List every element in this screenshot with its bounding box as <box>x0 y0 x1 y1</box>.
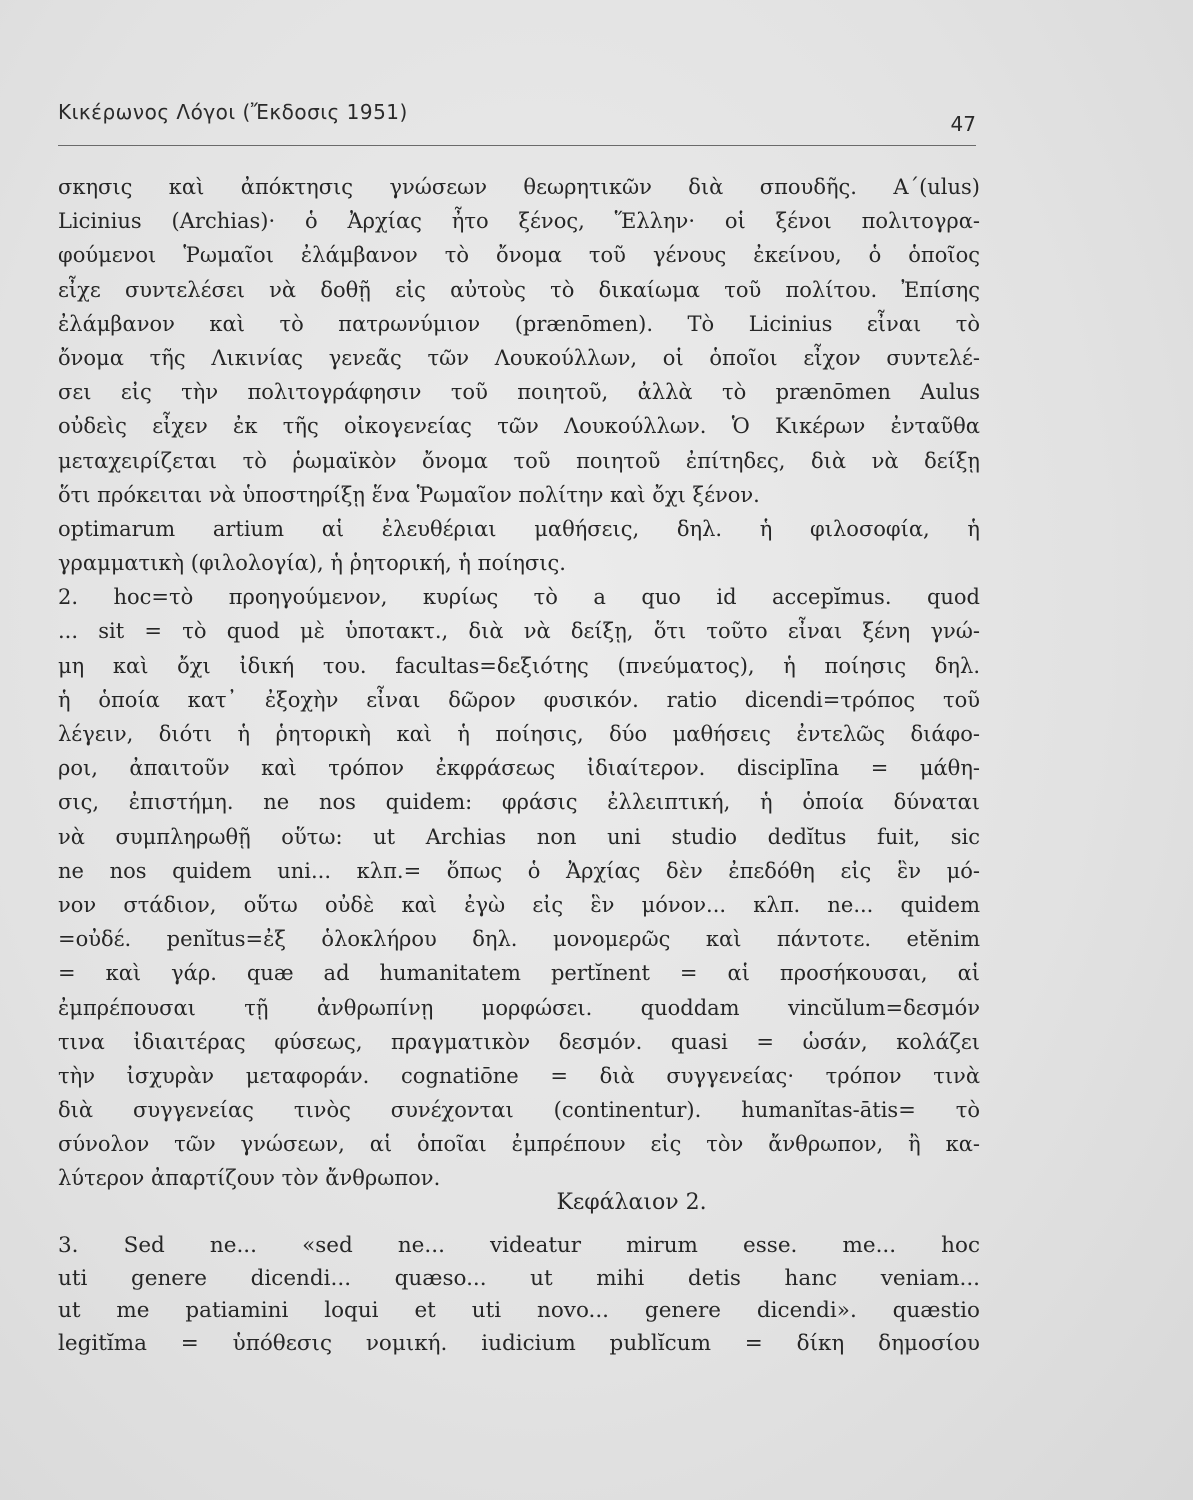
text-line: ἐμπρέπουσαι τῇ ἀνθρωπίνῃ μορφώσει. quoddam vincŭlum=δεσμόν <box>58 995 980 1020</box>
commentary-text <box>58 170 980 1196</box>
text-line: σκησις καὶ ἀπόκτησις γνώσεων θεωρητικῶν διὰ σπουδῆς. A΄(ulus) <box>58 175 980 199</box>
text-line: νὰ συμπληρωθῇ οὕτω: ut Archias non uni studio dedĭtus fuit, sic <box>58 824 980 849</box>
chapter-text <box>58 1230 980 1360</box>
text-line: λύτερον ἀπαρτίζουν τὸν ἄνθρωπον. <box>58 1166 441 1191</box>
text-line: φούμενοι Ῥωμαῖοι ἐλάμβανον τὸ ὄνομα τοῦ γένους ἐκείνου, ὁ ὁποῖος <box>58 243 980 268</box>
text-line: ὅτι πρόκειται νὰ ὑποστηρίξῃ ἕνα Ῥωμαῖον πολίτην καὶ ὄχι ξένον. <box>58 482 760 507</box>
text-line: = καὶ γάρ. quæ ad humanitatem pertĭnent = αἱ προσήκουσαι, αἱ <box>58 961 980 986</box>
text-line: λέγειν, διότι ἡ ῥητορικὴ καὶ ἡ ποίησις, δύο μαθήσεις ἐντελῶς διάφο- <box>58 722 980 746</box>
text-line: σει εἰς τὴν πολιτογράφησιν τοῦ ποιητοῦ, ἀλλὰ τὸ prænōmen Aulus <box>58 380 980 405</box>
text-line: uti genere dicendi... quæso... ut mihi detis hanc veniam... <box>58 1265 980 1291</box>
text-line: τινα ἰδιαιτέρας φύσεως, πραγματικὸν δεσμόν. quasi = ὡσάν, κολάζει <box>58 1029 980 1054</box>
page-number: 47 <box>950 112 976 136</box>
text-line: σύνολον τῶν γνώσεων, αἱ ὁποῖαι ἐμπρέπουν εἰς τὸν ἄνθρωπον, ἢ κα- <box>58 1132 980 1157</box>
chapter-heading: Κεφάλαιον 2. <box>556 1190 707 1215</box>
text-line: 2. hoc=τὸ προηγούμενον, κυρίως τὸ a quo id accepĭmus. quod <box>58 585 980 610</box>
text-line: ὄνομα τῆς Λικινίας γενεᾶς τῶν Λουκούλλων, οἱ ὁποῖοι εἶχον συντελέ- <box>58 345 980 370</box>
text-line: μεταχειρίζεται τὸ ῥωμαϊκὸν ὄνομα τοῦ ποιητοῦ ἐπίτηδες, διὰ νὰ δείξῃ <box>58 448 980 473</box>
text-line: διὰ συγγενείας τινὸς συνέχονται (continentur). humanĭtas-ātis= τὸ <box>58 1098 980 1123</box>
running-title: Κικέρωνος Λόγοι (Ἔκδοσις 1951) <box>58 100 408 124</box>
text-line: εἶχε συντελέσει νὰ δοθῇ εἰς αὐτοὺς τὸ δικαίωμα τοῦ πολίτου. Ἐπίσης <box>58 277 980 302</box>
header-rule <box>58 145 976 146</box>
text-line: σις, ἐπιστήμη. ne nos quidem: φράσις ἐλλειπτική, ἡ ὁποία δύναται <box>58 790 980 815</box>
text-line: μη καὶ ὄχι ἰδική του. facultas=δεξιότης (πνεύματος), ἡ ποίησις δηλ. <box>58 653 980 678</box>
text-line: ἐλάμβανον καὶ τὸ πατρωνύμιον (prænōmen). Τὸ Licinius εἶναι τὸ <box>58 311 980 336</box>
text-line: οὐδεὶς εἶχεν ἐκ τῆς οἰκογενείας τῶν Λουκούλλων. Ὁ Κικέρων ἐνταῦθα <box>58 414 980 439</box>
text-line: ... sit = τὸ quod μὲ ὑποτακτ., διὰ νὰ δείξῃ, ὅτι τοῦτο εἶναι ξένη γνώ- <box>58 619 980 644</box>
text-line: optimarum artium αἱ ἐλευθέριαι μαθήσεις, δηλ. ἡ φιλοσοφία, ἡ <box>58 516 980 541</box>
text-line: νον στάδιον, οὕτω οὐδὲ καὶ ἐγὼ εἰς ἓν μόνον... κλπ. ne... quidem <box>58 892 980 917</box>
text-line: ἡ ὁποία κατ᾽ ἐξοχὴν εἶναι δῶρον φυσικόν. ratio dicendi=τρόπος τοῦ <box>58 687 980 712</box>
running-head <box>58 100 976 140</box>
text-line: ροι, ἀπαιτοῦν καὶ τρόπον ἐκφράσεως ἰδιαίτερον. disciplīna = μάθη- <box>58 756 980 781</box>
text-line: 3. Sed ne... «sed ne... videatur mirum esse. me... hoc <box>58 1233 980 1258</box>
text-line: τὴν ἰσχυρὰν μεταφοράν. cognatiōne = διὰ συγγενείας· τρόπον τινὰ <box>58 1063 980 1088</box>
text-line: ne nos quidem uni... κλπ.= ὅπως ὁ Ἀρχίας δὲν ἐπεδόθη εἰς ἓν μό- <box>58 858 980 883</box>
text-line: γραμματικὴ (φιλολογία), ἡ ῥητορική, ἡ ποίησις. <box>58 551 566 576</box>
text-line: Licinius (Archias)· ὁ Ἀρχίας ἦτο ξένος, Ἕλλην· οἱ ξένοι πολιτογρα- <box>58 209 980 234</box>
text-line: =οὐδέ. penĭtus=ἐξ ὁλοκλήρου δηλ. μονομερῶς καὶ πάντοτε. etĕnim <box>58 927 980 952</box>
text-line: ut me patiamini loqui et uti novo... genere dicendi». quæstio <box>58 1298 980 1324</box>
text-line: legitĭma = ὑπόθεσις νομική. iudicium publĭcum = δίκη δημοσίου <box>58 1330 980 1356</box>
